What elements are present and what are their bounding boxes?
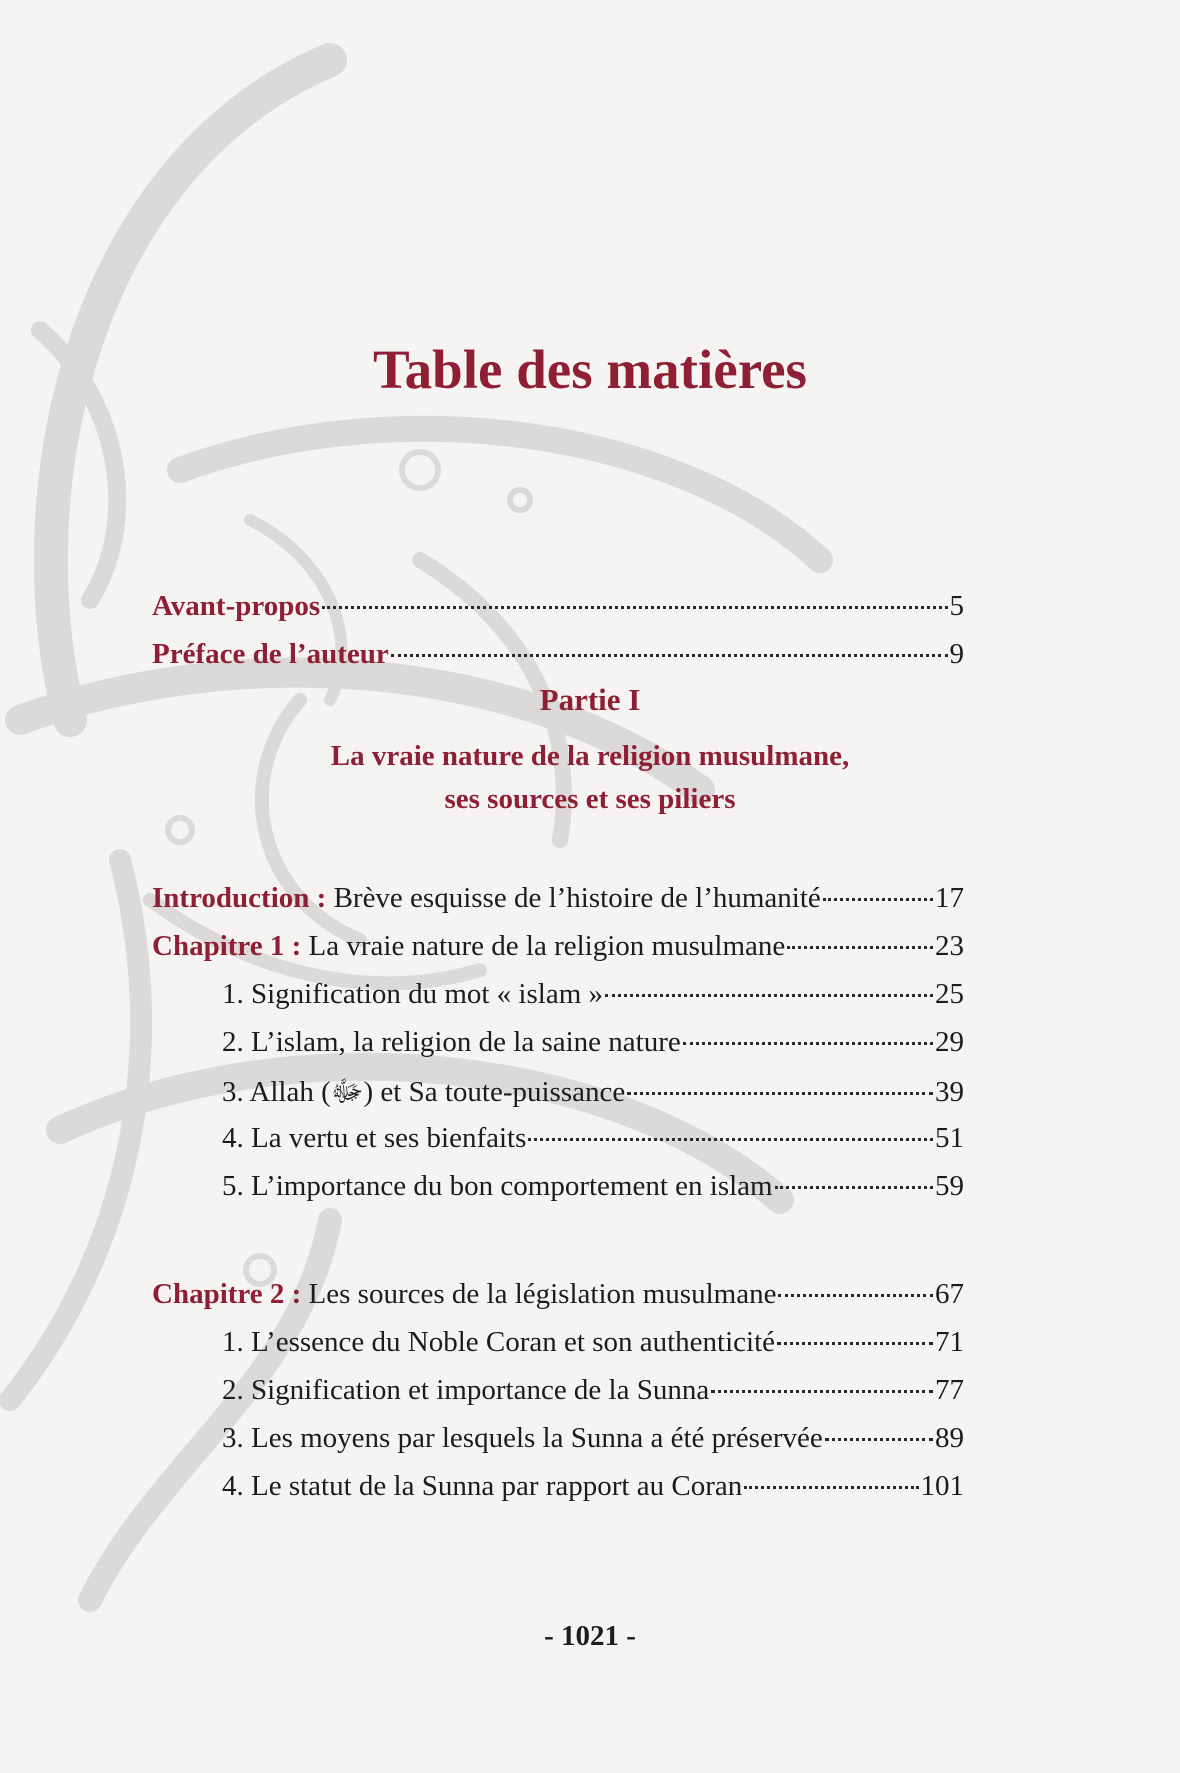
dot-leader: [744, 1486, 918, 1489]
dot-leader: [711, 1390, 933, 1393]
page-number: - 1021 -: [544, 1620, 636, 1652]
toc-entry-page: 5: [949, 590, 964, 622]
toc-entry-page: 9: [949, 638, 964, 670]
toc-subentry: [222, 1470, 964, 1503]
toc-entry-page: 59: [935, 1170, 964, 1202]
dot-leader: [683, 1042, 933, 1045]
toc-subentry: [222, 1122, 964, 1155]
toc-subentry: [222, 978, 964, 1011]
toc-entry-chapter-2: [152, 1278, 964, 1311]
part-title: Partie I: [539, 682, 641, 717]
dot-leader: [777, 1342, 933, 1345]
toc-entry-label: Préface de l’auteur: [152, 638, 389, 670]
part-subtitle-line2: ses sources et ses piliers: [444, 783, 736, 815]
toc-entry-page: 101: [920, 1470, 964, 1502]
toc-subentry: [222, 1026, 964, 1059]
toc-entry-label: 4. Le statut de la Sunna par rapport au Coran: [222, 1470, 743, 1502]
toc-entry-page: 89: [935, 1422, 964, 1454]
toc-entry-text: Brève esquisse de l’histoire de l’humanité: [326, 882, 821, 914]
toc-entry-label: 1. Signification du mot « islam »: [222, 978, 604, 1010]
toc-entry-text: Les sources de la législation musulmane: [301, 1278, 777, 1310]
toc-entry-label: 4. La vertu et ses bienfaits: [222, 1122, 527, 1154]
toc-entry-label: 2. Signification et importance de la Sunna: [222, 1374, 710, 1406]
dot-leader: [627, 1092, 933, 1095]
toc-entry-page: 23: [935, 930, 964, 962]
toc-subentry: [222, 1074, 964, 1116]
toc-entry-page: 17: [935, 882, 964, 914]
toc-entry-label: [152, 882, 821, 915]
toc-entry-lead: Chapitre 1 :: [152, 930, 302, 962]
toc-entry-page: 29: [935, 1026, 964, 1058]
dot-leader: [778, 1294, 933, 1297]
toc-entry-label: 3. Les moyens par lesquels la Sunna a été préservée: [222, 1422, 823, 1454]
toc-subentry: [222, 1326, 964, 1359]
toc-entry-page: 67: [935, 1278, 964, 1310]
toc-subentry: [222, 1422, 964, 1455]
toc-entry-page: 39: [935, 1076, 964, 1108]
toc-entry-label: 3. Allah (ﷻ) et Sa toute-puissance: [222, 1076, 626, 1108]
dot-leader: [322, 606, 947, 609]
toc-entry-text: La vraie nature de la religion musulmane: [301, 930, 786, 962]
toc-entry-preface: [152, 638, 964, 671]
page-title: Table des matières: [373, 339, 807, 400]
toc-entry-label: [152, 930, 785, 963]
dot-leader: [787, 946, 933, 949]
toc-entry-label: 2. L’islam, la religion de la saine nature: [222, 1026, 681, 1058]
toc-entry-label: 1. L’essence du Noble Coran et son authenticité: [222, 1326, 775, 1358]
toc-entry-page: 51: [935, 1122, 964, 1154]
toc-entry-label: Avant-propos: [152, 590, 321, 622]
toc-entry-page: 25: [935, 978, 964, 1010]
dot-leader: [391, 654, 948, 657]
toc-entry-avant-propos: [152, 590, 964, 623]
toc-entry-page: 71: [935, 1326, 964, 1358]
dot-leader: [825, 1438, 933, 1441]
toc-subentry: [222, 1374, 964, 1407]
toc-entry-label: 5. L’importance du bon comportement en islam: [222, 1170, 773, 1202]
dot-leader: [823, 898, 933, 901]
toc-entry-introduction: [152, 882, 964, 915]
toc-entry-label: [152, 1278, 776, 1311]
toc-subentry: [222, 1170, 964, 1203]
dot-leader: [528, 1138, 933, 1141]
dot-leader: [775, 1186, 933, 1189]
toc-entry-lead: Chapitre 2 :: [152, 1278, 302, 1310]
part-subtitle-line1: La vraie nature de la religion musulmane,: [330, 740, 850, 772]
toc-entry-page: 77: [935, 1374, 964, 1406]
dot-leader: [605, 994, 933, 997]
toc-entry-chapter-1: [152, 930, 964, 963]
toc-entry-lead: Introduction :: [152, 882, 327, 914]
